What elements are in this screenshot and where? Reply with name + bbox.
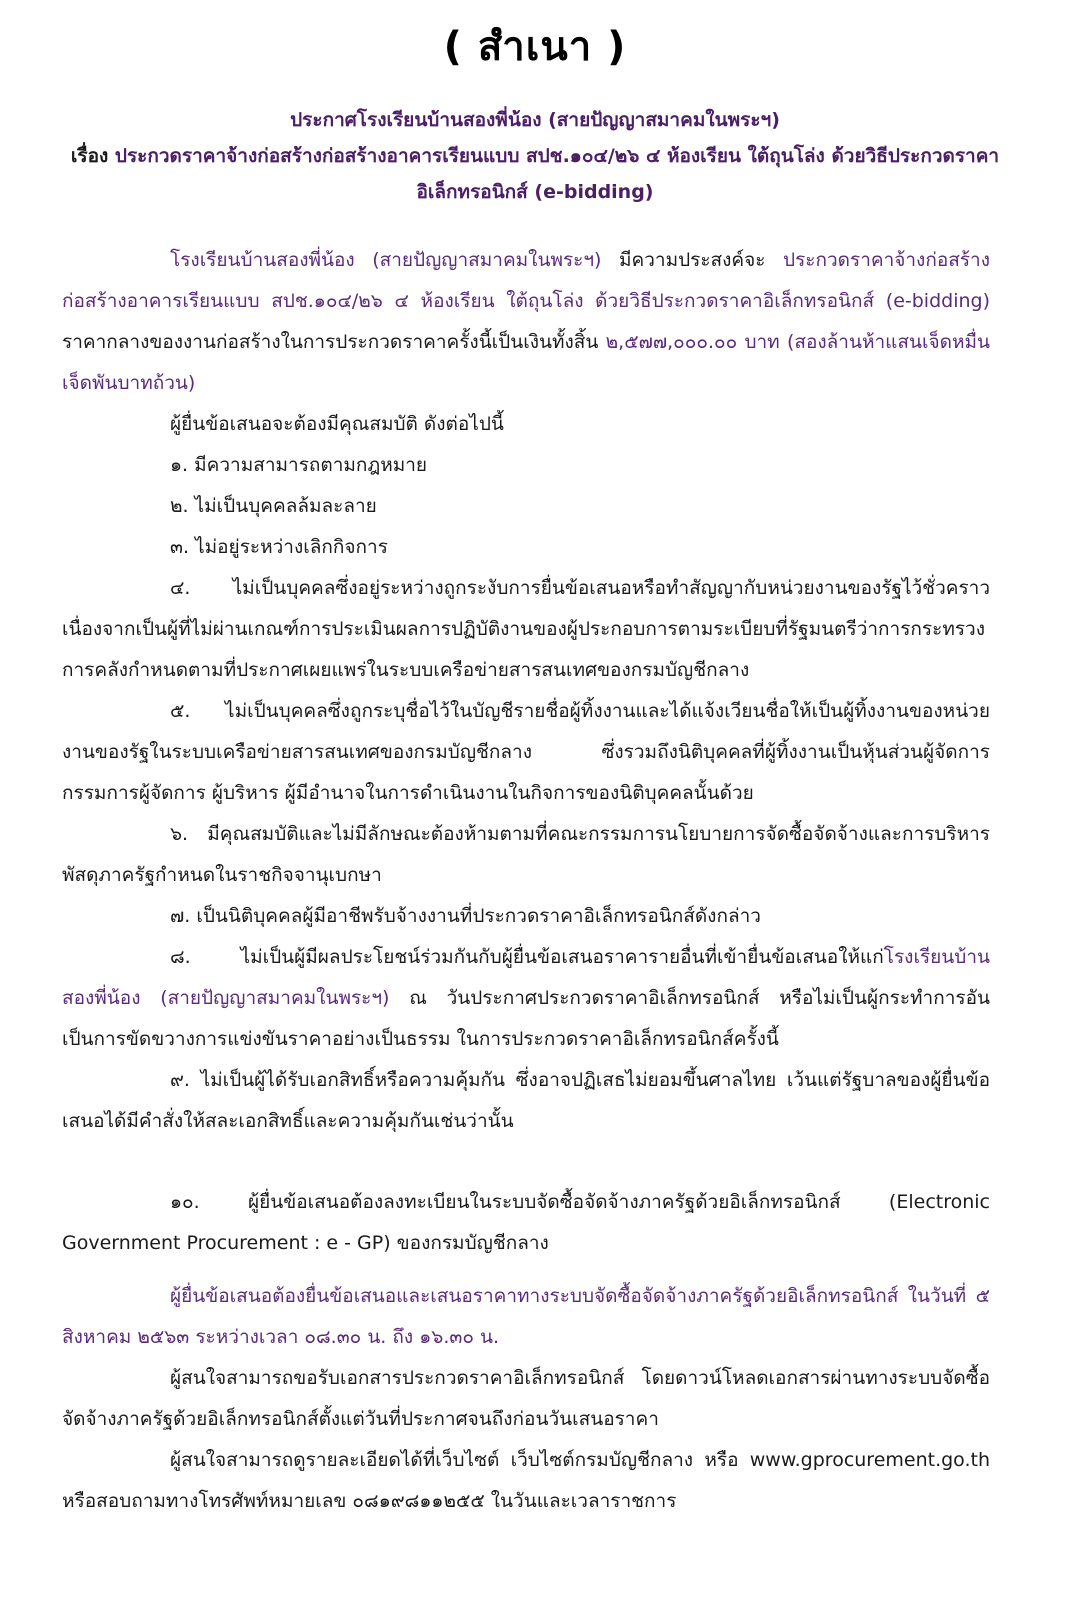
documents-paragraph: ผู้สนใจสามารถขอรับเอกสารประกวดราคาอิเล็กทรอนิกส์ โดยดาวน์โหลดเอกสารผ่านทางระบบจัดซื้อจัดจ้างภาครัฐด้วยอิเล็กทรอนิกส์ตั้งแต่วันที่ประกาศจนถึงก่อนวันเสนอราคา (62, 1367, 990, 1430)
spacer (62, 1142, 990, 1182)
qualifications-lead: ผู้ยื่นข้อเสนอจะต้องมีคุณสมบัติ ดังต่อไปนี้ (170, 413, 504, 435)
intro-paragraph (62, 240, 990, 404)
announcement-subject (55, 138, 1015, 210)
announcement-title: ประกาศโรงเรียนบ้านสองพี่น้อง (สายปัญญาสมาคมในพระฯ) (290, 109, 780, 131)
spacer (62, 1264, 990, 1276)
copy-stamp: ( สำเนา ) (443, 24, 627, 70)
subject-text: ประกวดราคาจ้างก่อสร้างก่อสร้างอาคารเรียนแบบ สปช.๑๐๔/๒๖ ๔ ห้องเรียน ใต้ถุนโล่ง ด้วยวิธีประกวดราคาอิเล็กทรอนิกส์ (e-bidding) (114, 145, 1000, 203)
qualification-8-text-b: ณ วันประกาศประกวดราคาอิเล็กทรอนิกส์ หรือไม่เป็นผู้กระทำการอันเป็นการขัดขวางการแข่งขันราคาอย่างเป็นธรรม ในการประกวดราคาอิเล็กทรอนิกส์ครั้งนี้ (62, 987, 990, 1050)
qualification-8-org: โรงเรียนบ้านสองพี่น้อง (สายปัญญาสมาคมในพระฯ) (62, 946, 990, 1009)
intro-project: ประกวดราคาจ้างก่อสร้างก่อสร้างอาคารเรียนแบบ สปช.๑๐๔/๒๖ ๔ ห้องเรียน ใต้ถุนโล่ง ด้วยวิธีประกวดราคาอิเล็กทรอนิกส์ (e-bidding) (62, 249, 990, 312)
intro-price-value: ๒,๕๗๗,๐๐๐.๐๐ บาท (สองล้านห้าแสนเจ็ดหมื่นเจ็ดพันบาทถ้วน) (62, 331, 990, 394)
announcement-body (62, 240, 990, 1522)
qualification-6: ๖. มีคุณสมบัติและไม่มีลักษณะต้องห้ามตามที่คณะกรรมการนโยบายการจัดซื้อจัดจ้างและการบริหารพัสดุภาครัฐกำหนดในราชกิจจานุเบกษา (62, 823, 990, 886)
subject-label: เรื่อง (70, 145, 109, 167)
intro-wish: มีความประสงค์จะ (601, 249, 784, 271)
contact-paragraph: ผู้สนใจสามารถดูรายละเอียดได้ที่เว็บไซต์ เว็บไซต์กรมบัญชีกลาง หรือ www.gprocurement.go.th หรือสอบถามทางโทรศัพท์หมายเลข ๐๘๑๙๘๑๑๒๕๕ ในวันและเวลาราชการ (62, 1449, 990, 1512)
intro-org: โรงเรียนบ้านสองพี่น้อง (สายปัญญาสมาคมในพระฯ) (170, 249, 602, 271)
qualification-7: ๗. เป็นนิติบุคคลผู้มีอาชีพรับจ้างงานที่ประกวดราคาอิเล็กทรอนิกส์ดังกล่าว (170, 905, 761, 927)
qualification-10: ๑๐. ผู้ยื่นข้อเสนอต้องลงทะเบียนในระบบจัดซื้อจัดจ้างภาครัฐด้วยอิเล็กทรอนิกส์ (Electronic Government Procurement : e - GP) ของกรมบัญชีกลาง (62, 1191, 990, 1254)
intro-price-prefix: ราคากลางของงานก่อสร้างในการประกวดราคาครั้งนี้เป็นเงินทั้งสิ้น (62, 331, 606, 353)
qualification-8 (62, 937, 990, 1060)
qualification-4: ๔. ไม่เป็นบุคคลซึ่งอยู่ระหว่างถูกระงับการยื่นข้อเสนอหรือทำสัญญากับหน่วยงานของรัฐไว้ชั่วคราว เนื่องจากเป็นผู้ที่ไม่ผ่านเกณฑ์การประเมินผลการปฏิบัติงานของผู้ประกอบการตามระเบียบที่รัฐมนตรีว่าการกระทรวงการคลังกำหนดตามที่ประกาศเผยแพร่ในระบบเครือข่ายสารสนเทศของกรมบัญชีกลาง (62, 577, 990, 681)
qualification-8-text-a: ๘. ไม่เป็นผู้มีผลประโยชน์ร่วมกันกับผู้ยื่นข้อเสนอราคารายอื่นที่เข้ายื่นข้อเสนอให้แก่ (170, 946, 884, 968)
announcement-header (55, 102, 1015, 210)
qualification-9: ๙. ไม่เป็นผู้ได้รับเอกสิทธิ์หรือความคุ้มกัน ซึ่งอาจปฏิเสธไม่ยอมขึ้นศาลไทย เว้นแต่รัฐบาลของผู้ยื่นข้อเสนอได้มีคำสั่งให้สละเอกสิทธิ์และความคุ้มกันเช่นว่านั้น (62, 1069, 990, 1132)
qualification-3: ๓. ไม่อยู่ระหว่างเลิกกิจการ (170, 536, 388, 558)
qualification-5: ๕. ไม่เป็นบุคคลซึ่งถูกระบุชื่อไว้ในบัญชีรายชื่อผู้ทิ้งงานและได้แจ้งเวียนชื่อให้เป็นผู้ทิ้งงานของหน่วยงานของรัฐในระบบเครือข่ายสารสนเทศของกรมบัญชีกลาง ซึ่งรวมถึงนิติบุคคลที่ผู้ทิ้งงานเป็นหุ้นส่วนผู้จัดการ กรรมการผู้จัดการ ผู้บริหาร ผู้มีอำนาจในการดำเนินงานในกิจการของนิติบุคคลนั้นด้วย (62, 700, 990, 804)
submission-paragraph: ผู้ยื่นข้อเสนอต้องยื่นข้อเสนอและเสนอราคาทางระบบจัดซื้อจัดจ้างภาครัฐด้วยอิเล็กทรอนิกส์ ในวันที่ ๕ สิงหาคม ๒๕๖๓ ระหว่างเวลา ๐๘.๓๐ น. ถึง ๑๖.๓๐ น. (62, 1285, 990, 1348)
qualification-2: ๒. ไม่เป็นบุคคลล้มละลาย (170, 495, 377, 517)
qualification-1: ๑. มีความสามารถตามกฎหมาย (170, 454, 428, 476)
